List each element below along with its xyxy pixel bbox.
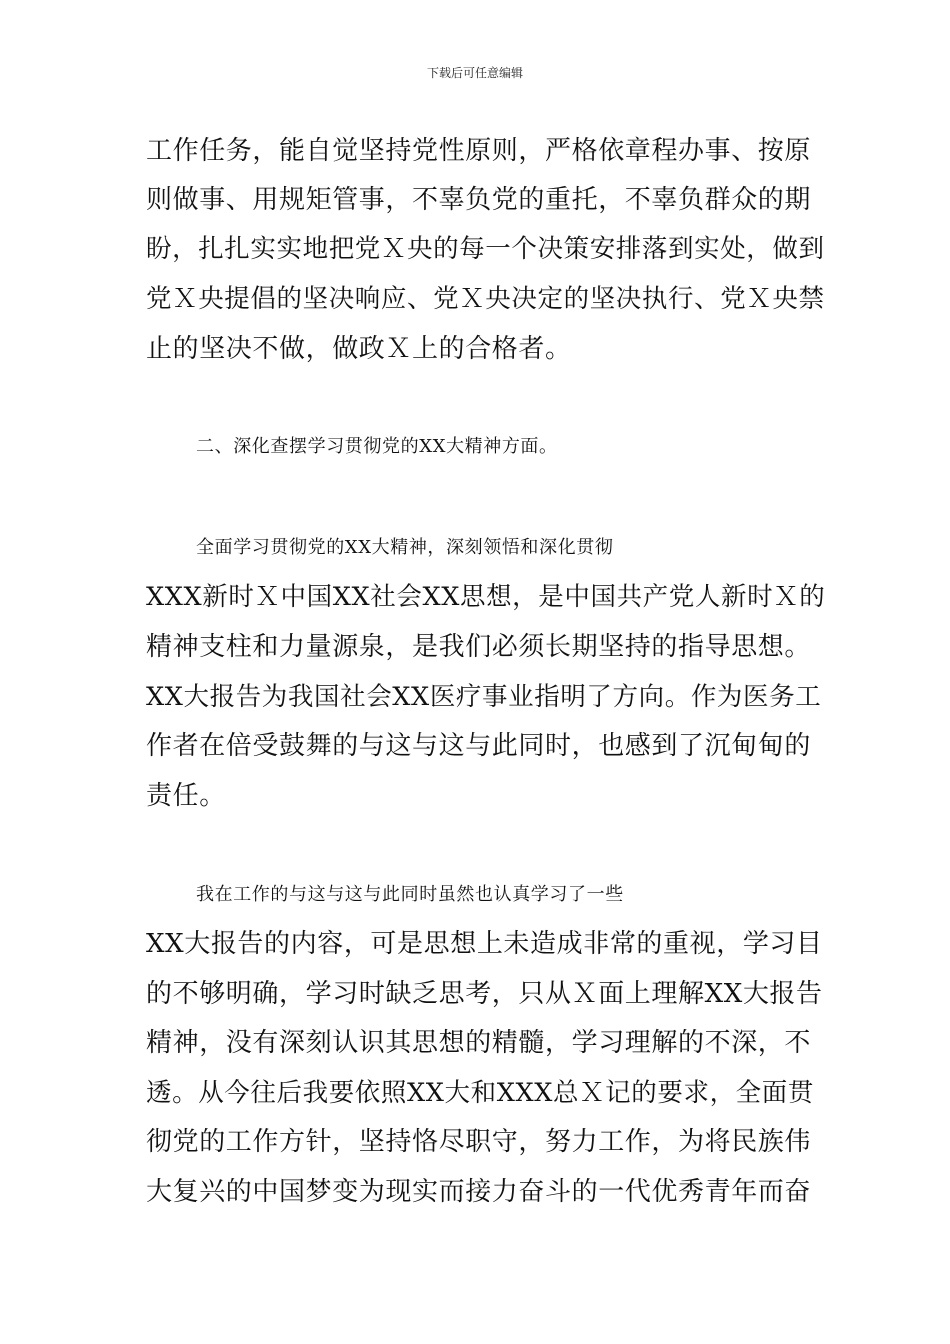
paragraph-4-line-1: 我在工作的与这与这与此同时虽然也认真学习了一些 [196, 884, 624, 905]
paragraph-1-line-2: 则做事、用规矩管事，不辜负党的重托，不辜负群众的期 [146, 185, 812, 215]
paragraph-1-line-5: 止的坚决不做，做政Ｘ上的合格者。 [146, 334, 572, 364]
paragraph-3-line-4: XX大报告为我国社会XX医疗事业指明了方向。作为医务工 [146, 682, 822, 712]
page-header: 下载后可任意编辑 [426, 66, 523, 80]
paragraph-1-line-4: 党Ｘ央提倡的坚决响应、党Ｘ央决定的坚决执行、党Ｘ央禁 [146, 284, 825, 314]
paragraph-4-line-5: 透。从今往后我要依照XX大和XXX总Ｘ记的要求，全面贯 [146, 1078, 814, 1108]
paragraph-3-line-1: 全面学习贯彻党的XX大精神，深刻领悟和深化贯彻 [196, 537, 614, 558]
paragraph-4-line-4: 精神，没有深刻认识其思想的精髓，学习理解的不深，不 [146, 1028, 812, 1058]
paragraph-4-line-2: XX大报告的内容，可是思想上未造成非常的重视，学习目 [146, 929, 823, 959]
paragraph-4-line-3: 的不够明确，学习时缺乏思考，只从Ｘ面上理解XX大报告 [146, 979, 823, 1009]
section-heading: 二、深化查摆学习贯彻党的XX大精神方面。 [196, 436, 558, 457]
paragraph-1-line-1: 工作任务，能自觉坚持党性原则，严格依章程办事、按原 [146, 136, 812, 166]
paragraph-3-line-5: 作者在倍受鼓舞的与这与这与此同时，也感到了沉甸甸的 [146, 731, 812, 761]
paragraph-3-line-2: XXX新时Ｘ中国XX社会XX思想，是中国共产党人新时Ｘ的 [146, 582, 826, 612]
paragraph-4-line-7: 大复兴的中国梦变为现实而接力奋斗的一代优秀青年而奋 [146, 1177, 812, 1207]
paragraph-3-line-3: 精神支柱和力量源泉，是我们必须长期坚持的指导思想。 [146, 632, 812, 662]
paragraph-3-line-6: 责任。 [146, 781, 226, 811]
paragraph-4-line-6: 彻党的工作方针，坚持恪尽职守，努力工作，为将民族伟 [146, 1127, 812, 1157]
paragraph-1-line-3: 盼，扎扎实实地把党Ｘ央的每一个决策安排落到实处，做到 [146, 234, 825, 264]
